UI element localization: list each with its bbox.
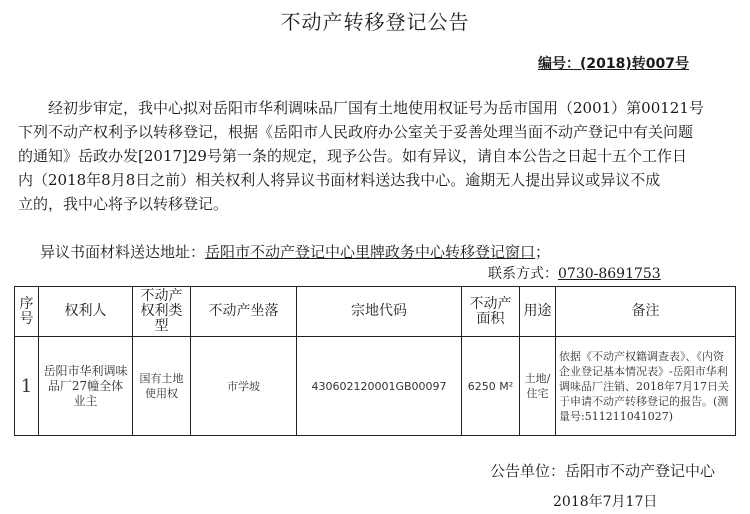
cell-location: 市学坡 bbox=[191, 337, 297, 436]
header-area: 不动产面积 bbox=[462, 287, 520, 337]
table-row bbox=[15, 337, 736, 436]
header-note: 备注 bbox=[556, 287, 736, 337]
cell-parcel-code: 430602120001GB00097 bbox=[297, 337, 462, 436]
objection-address-value: 岳阳市不动产登记中心里牌政务中心转移登记窗口 bbox=[205, 243, 536, 261]
header-right-type: 不动产权利类型 bbox=[133, 287, 191, 337]
contact-phone: 0730-8691753 bbox=[558, 266, 661, 282]
body-line-3: 的通知》岳政办发[2017]29号第一条的规定，现予公告。如有异议，请自本公告之日起十五个工作日 bbox=[18, 147, 687, 165]
objection-address-label: 异议书面材料送达地址： bbox=[40, 243, 206, 261]
issuing-unit-label: 公告单位： bbox=[490, 462, 566, 480]
header-parcel-code: 宗地代码 bbox=[297, 287, 462, 337]
notice-title: 不动产转移登记公告 bbox=[280, 10, 470, 34]
issuing-unit-value: 岳阳市不动产登记中心 bbox=[565, 462, 716, 480]
document-number-text: 编号：(2018)转007号 bbox=[538, 56, 689, 72]
contact-info bbox=[488, 263, 661, 283]
header-seq: 序号 bbox=[15, 287, 39, 337]
notice-date: 2018年7月17日 bbox=[553, 494, 658, 510]
objection-address bbox=[40, 241, 550, 262]
body-line-4: 内（2018年8月8日之前）相关权利人将异议书面材料送达我中心。逾期无人提出异议或异议不成 bbox=[18, 171, 661, 189]
header-usage: 用途 bbox=[520, 287, 556, 337]
table-header-row bbox=[15, 287, 736, 337]
cell-note: 依据《不动产权籍调查表》、《内资企业登记基本情况表》-岳阳市华利调味品厂注销、2018年7月17日关于申请不动产转移登记的报告。(测量号:511211041027) bbox=[556, 337, 736, 436]
header-location: 不动产坐落 bbox=[191, 287, 297, 337]
body-line-5: 立的，我中心将予以转移登记。 bbox=[18, 195, 229, 213]
contact-label: 联系方式： bbox=[488, 266, 558, 282]
registration-table bbox=[14, 286, 736, 436]
document-number bbox=[538, 53, 689, 73]
cell-seq: 1 bbox=[15, 337, 39, 436]
cell-area: 6250 M² bbox=[462, 337, 520, 436]
cell-usage: 土地/住宅 bbox=[520, 337, 556, 436]
cell-owner: 岳阳市华利调味品厂27幢全体业主 bbox=[39, 337, 133, 436]
body-line-1: 经初步审定，我中心拟对岳阳市华利调味品厂国有土地使用权证号为岳市国用（2001）第00121号 bbox=[18, 99, 704, 117]
issuing-unit bbox=[490, 460, 715, 481]
header-owner: 权利人 bbox=[39, 287, 133, 337]
notice-body bbox=[18, 96, 724, 216]
cell-right-type: 国有土地使用权 bbox=[133, 337, 191, 436]
objection-address-end: ； bbox=[535, 243, 551, 261]
body-line-2: 下列不动产权利予以转移登记，根据《岳阳市人民政府办公室关于妥善处理当面不动产登记中有关问题 bbox=[18, 123, 694, 141]
